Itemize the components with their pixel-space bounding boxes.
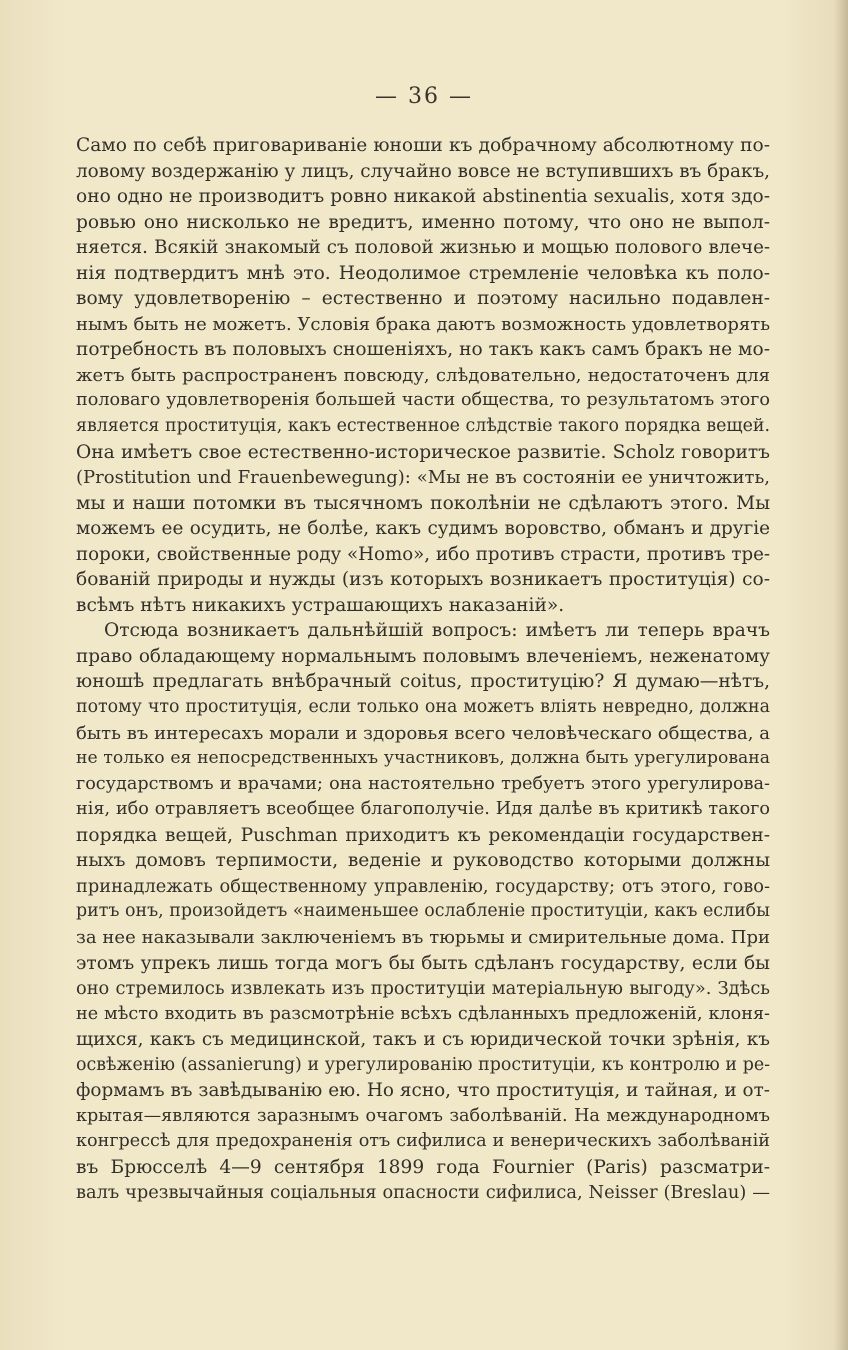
text-line: не мѣсто входить въ разсмотрѣнiе всѣхъ сдѣланныхъ предложенiй, клоня- <box>76 1003 770 1024</box>
text-line: государствомъ и врачами; она настоятельно требуетъ этого урегулирова- <box>76 773 770 794</box>
text-line: въ Брюсселѣ 4—9 сентября 1899 года Fournier (Paris) разсматри- <box>76 1156 770 1178</box>
text-line: половаго удовлетворенiя большей части общества, то результатомъ этого <box>76 390 770 411</box>
text-line: (Prostitution und Frauenbewegung): «Мы не въ состоянiи ее уничтожить, <box>76 467 770 489</box>
text-line: Отсюда возникаетъ дальнѣйшiй вопросъ: имѣетъ ли теперь врачъ <box>104 620 770 642</box>
text-line: ровью оно нисколько не вредитъ, именно потому, что оно не выпол- <box>76 211 770 233</box>
text-line: нiя, ибо отравляетъ всеобщее благополучiе. Идя далѣе въ критикѣ такого <box>76 799 770 820</box>
text-line: пороки, свойственные роду «Homo», ибо противъ страсти, противъ тре- <box>76 543 770 565</box>
text-line: щихся, какъ съ медицинской, такъ и съ юридической точки зрѣнiя, къ <box>76 1029 770 1051</box>
text-line: валъ чрезвычайныя соцiальныя опасности сифилиса, Neisser (Breslau) — <box>76 1182 770 1204</box>
text-line: юношѣ предлагать внѣбрачный coitus, проституцiю? Я думаю—нѣтъ, <box>76 671 770 693</box>
text-line: няется. Всякiй знакомый съ половой жизнью и мощью полового влече- <box>76 237 770 259</box>
text-line: формамъ въ завѣдыванiю ею. Но ясно, что проституцiя, и тайная, и от- <box>76 1080 770 1102</box>
text-line: всѣмъ нѣтъ никакихъ устрашающихъ наказанiй». <box>76 594 565 616</box>
text-line: освѣженiю (assanierung) и урегулированiю проституцiи, къ контролю и ре- <box>76 1054 770 1075</box>
text-line: Само по себѣ приговариванiе юноши къ добрачному абсолютному по- <box>76 135 770 156</box>
text-line: оно стремилось извлекать изъ проституцiи матерiальную выгоду». Здѣсь <box>76 978 770 1000</box>
text-line: не только ея непосредственныхъ участниковъ, должна быть урегулирована <box>76 748 770 769</box>
text-line: мы и наши потомки въ тысячномъ поколѣнiи не сдѣлаютъ этого. Мы <box>76 492 770 514</box>
text-line: быть въ интересахъ морали и здоровья всего человѣческаго общества, а <box>76 722 770 744</box>
text-line: нiя подтвердитъ мнѣ это. Неодолимое стремленiе человѣка къ поло- <box>76 262 770 284</box>
text-line: потребность въ половыхъ сношенiяхъ, но такъ какъ самъ бракъ не мо- <box>76 339 770 361</box>
text-line: ныхъ домовъ терпимости, веденiе и руководство которыми должны <box>76 850 770 872</box>
text-line: Она имѣетъ свое естественно-историческое развитiе. Scholz говоритъ <box>76 441 770 463</box>
text-line: ритъ онъ, произойдетъ «наименьшее ослабленiе проституцiи, какъ еслибы <box>76 901 770 922</box>
body-text <box>76 133 770 1206</box>
page-edge-shadow <box>834 0 848 1350</box>
text-line: ловому воздержанiю у лицъ, случайно вовсе не вступившихъ въ бракъ, <box>76 160 770 182</box>
text-line: жетъ быть распространенъ повсюду, слѣдовательно, недостаточенъ для <box>76 364 770 386</box>
text-line: оно одно не производитъ ровно никакой abstinentia sexualis, хотя здо- <box>76 186 770 208</box>
text-line: вому удовлетворенiю – естественно и поэтому насильно подавлен- <box>76 288 770 310</box>
text-line: принадлежать общественному управленiю, государству; отъ этого, гово- <box>76 875 770 897</box>
text-line: порядка вещей, Puschman приходитъ къ рекомендацiи государствен- <box>76 824 770 846</box>
text-line: за нее наказывали заключенiемъ въ тюрьмы и смирительные дома. При <box>76 926 770 948</box>
text-line: право обладающему нормальнымъ половымъ влеченiемъ, неженатому <box>76 645 770 667</box>
page-number: — 36 — <box>375 84 473 109</box>
text-line: бованiй природы и нужды (изъ которыхъ возникаетъ проституцiя) со- <box>76 569 770 591</box>
text-line: можемъ ее осудить, не болѣе, какъ судимъ воровство, обманъ и другiе <box>76 518 770 540</box>
text-line: потому что проституцiя, если только она можетъ влiять невредно, должна <box>76 697 770 718</box>
text-line: нымъ быть не можетъ. Условiя брака даютъ возможность удовлетворять <box>76 313 771 335</box>
text-line: конгрессѣ для предохраненiя отъ сифилиса и венерическихъ заболѣванiй <box>76 1131 770 1152</box>
text-line: этомъ упрекъ лишь тогда могъ бы быть сдѣланъ государству, если бы <box>76 952 770 974</box>
text-line: крытая—являются заразнымъ очагомъ заболѣванiй. На международномъ <box>76 1105 770 1126</box>
text-line: является проституцiя, какъ естественное слѣдствiе такого порядка вещей. <box>76 416 770 437</box>
